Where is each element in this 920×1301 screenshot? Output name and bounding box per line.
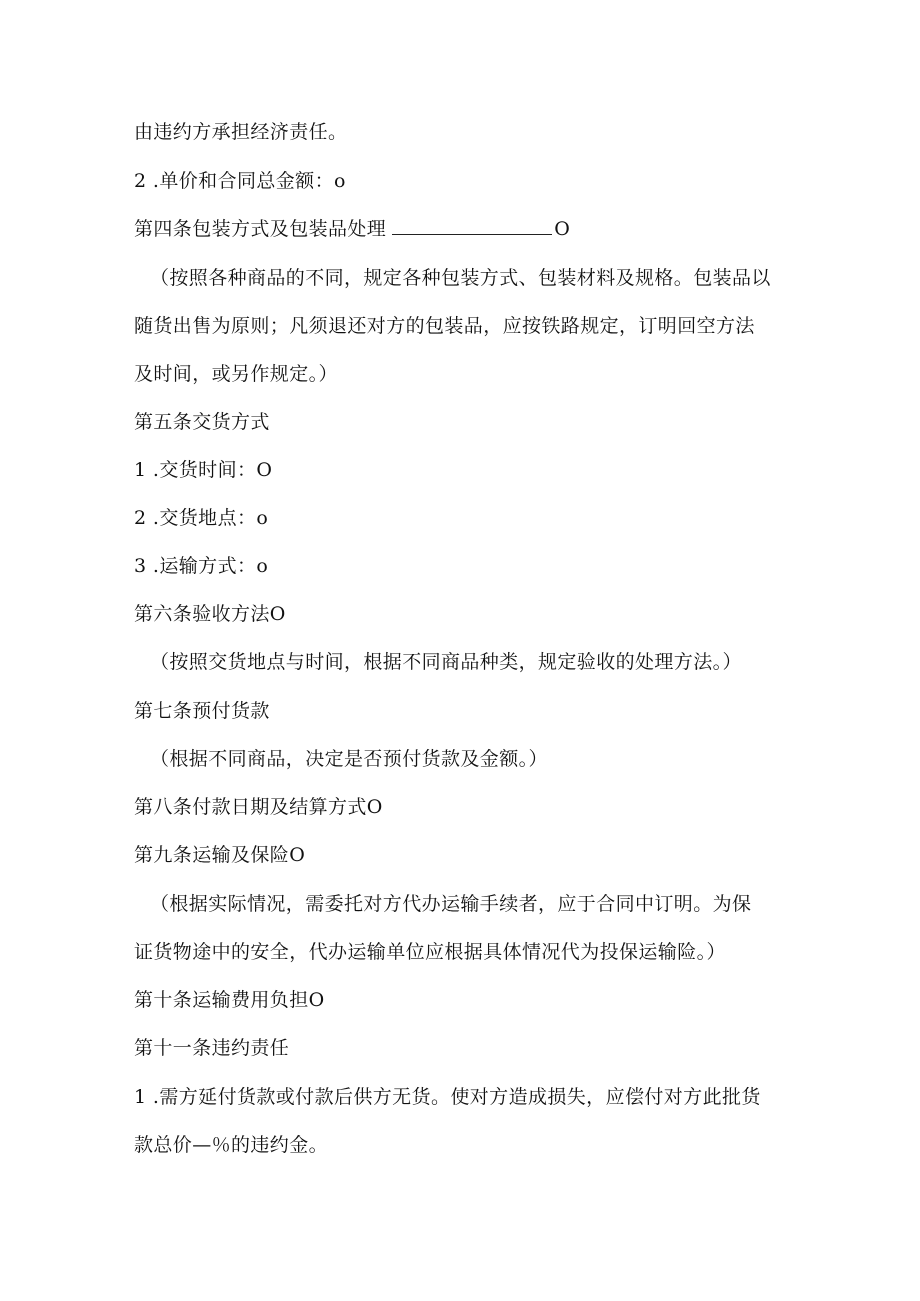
delivery-place: 2 .交货地点：o bbox=[134, 507, 269, 529]
article-4-label: 第四条包装方式及包装品处理 bbox=[134, 218, 387, 240]
fill-in-blank bbox=[392, 220, 552, 235]
article-6-heading: 第六条验收方法O bbox=[134, 603, 286, 625]
article-6-note: （按照交货地点与时间，根据不同商品种类，规定验收的处理方法。） bbox=[150, 651, 742, 673]
article-10-heading: 第十条运输费用负担O bbox=[134, 989, 325, 1011]
article-7-heading: 第七条预付货款 bbox=[134, 700, 270, 722]
text-line-liability-end: 由违约方承担经济责任。 bbox=[134, 121, 348, 143]
breach-clause-line-2: 款总价—％的违约金。 bbox=[134, 1134, 329, 1156]
article-11-heading: 第十一条违约责任 bbox=[134, 1037, 290, 1059]
article-9-note-line-2: 证货物途中的安全，代办运输单位应根据具体情况代为投保运输险。） bbox=[134, 941, 726, 963]
article-9-note-line-1: （根据实际情况，需委托对方代办运输手续者，应于合同中订明。为保 bbox=[150, 893, 752, 915]
article-4-note-line-1: （按照各种商品的不同，规定各种包装方式、包装材料及规格。包装品以 bbox=[150, 267, 771, 289]
article-8-heading: 第八条付款日期及结算方式O bbox=[134, 796, 383, 818]
article-4-suffix: O bbox=[554, 218, 571, 240]
transport-method: 3 .运输方式：o bbox=[134, 555, 269, 577]
article-5-heading: 第五条交货方式 bbox=[134, 411, 270, 433]
article-9-heading: 第九条运输及保险O bbox=[134, 844, 306, 866]
text-line-unit-price: 2 .单价和合同总金额：o bbox=[134, 170, 346, 192]
article-4-note-line-3: 及时间，或另作规定。） bbox=[134, 363, 338, 385]
breach-clause-line-1: 1 .需方延付货款或付款后供方无货。使对方造成损失，应偿付对方此批货 bbox=[134, 1086, 761, 1108]
article-7-note: （根据不同商品，决定是否预付货款及金额。） bbox=[150, 748, 548, 770]
article-4-note-line-2: 随货出售为原则；凡须退还对方的包装品，应按铁路规定，订明回空方法 bbox=[134, 315, 755, 337]
delivery-time: 1 .交货时间：O bbox=[134, 459, 273, 481]
article-4-heading bbox=[134, 215, 570, 243]
